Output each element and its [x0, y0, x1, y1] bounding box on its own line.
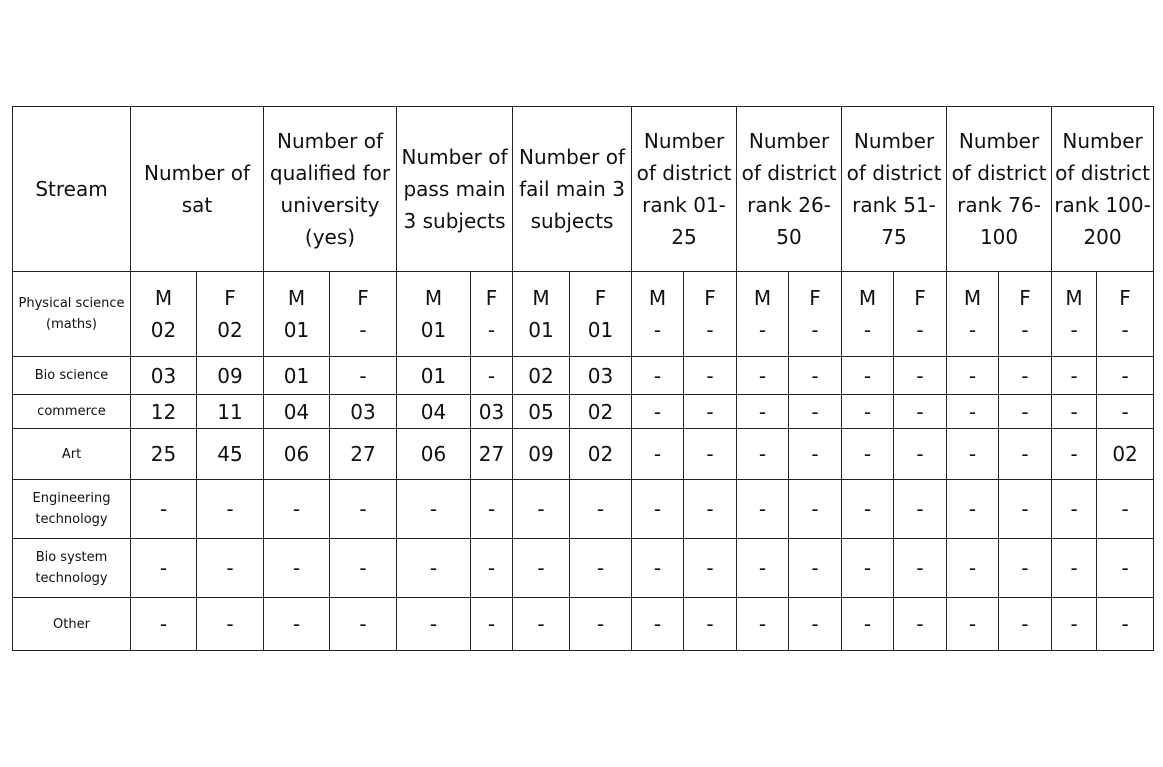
header-rank-51-75: Number of district rank 51-75 [842, 107, 947, 272]
data-cell: - [513, 480, 570, 539]
data-cell: - [947, 429, 999, 480]
data-cell: M - [947, 272, 999, 357]
data-cell: F 01 [570, 272, 632, 357]
stream-cell: Bio science [13, 357, 131, 395]
data-cell: - [999, 598, 1052, 651]
data-cell: - [471, 539, 513, 598]
data-cell: - [737, 480, 789, 539]
data-cell: M - [632, 272, 684, 357]
header-fail: Number of fail main 3 subjects [513, 107, 632, 272]
data-cell: - [842, 480, 894, 539]
data-cell: 05 [513, 395, 570, 429]
data-cell: - [737, 598, 789, 651]
header-qualified: Number of qualified for university (yes) [264, 107, 397, 272]
data-cell: 09 [513, 429, 570, 480]
data-cell: - [632, 395, 684, 429]
data-cell: F - [999, 272, 1052, 357]
data-cell: F 02 [197, 272, 264, 357]
data-cell: M - [842, 272, 894, 357]
data-cell: - [999, 539, 1052, 598]
data-cell: - [471, 357, 513, 395]
data-cell: - [1097, 480, 1154, 539]
results-table [12, 106, 1154, 651]
data-cell: - [1052, 480, 1097, 539]
data-cell: - [471, 480, 513, 539]
stream-cell: Art [13, 429, 131, 480]
data-cell: - [999, 429, 1052, 480]
data-cell: - [947, 395, 999, 429]
data-cell: - [131, 539, 197, 598]
data-cell: - [684, 429, 737, 480]
header-rank-01-25: Number of district rank 01-25 [632, 107, 737, 272]
data-cell: - [632, 357, 684, 395]
data-cell: - [632, 539, 684, 598]
data-cell: - [632, 480, 684, 539]
data-cell: 03 [131, 357, 197, 395]
data-cell: - [737, 357, 789, 395]
data-cell: - [947, 539, 999, 598]
table-row [13, 480, 1154, 539]
data-cell: - [684, 480, 737, 539]
data-cell: - [894, 429, 947, 480]
data-cell: 04 [397, 395, 471, 429]
data-cell: 02 [513, 357, 570, 395]
data-cell: F - [894, 272, 947, 357]
data-cell: F - [1097, 272, 1154, 357]
data-cell: - [264, 480, 330, 539]
data-cell: - [684, 395, 737, 429]
stream-cell: Other [13, 598, 131, 651]
data-cell: - [397, 539, 471, 598]
data-cell: - [684, 539, 737, 598]
data-cell: 01 [397, 357, 471, 395]
data-cell: 02 [570, 429, 632, 480]
table-row [13, 429, 1154, 480]
data-cell: - [999, 480, 1052, 539]
data-cell: - [330, 598, 397, 651]
data-cell: - [1052, 539, 1097, 598]
data-cell: 02 [1097, 429, 1154, 480]
data-cell: - [264, 598, 330, 651]
data-cell: - [471, 598, 513, 651]
data-cell: - [842, 429, 894, 480]
data-cell: - [894, 598, 947, 651]
header-sat: Number of sat [131, 107, 264, 272]
data-cell: - [513, 539, 570, 598]
data-cell: - [513, 598, 570, 651]
data-cell: 06 [397, 429, 471, 480]
data-cell: - [1097, 598, 1154, 651]
data-cell: - [789, 357, 842, 395]
data-cell: - [330, 357, 397, 395]
data-cell: - [131, 480, 197, 539]
data-cell: 04 [264, 395, 330, 429]
stream-cell: commerce [13, 395, 131, 429]
data-cell: 02 [570, 395, 632, 429]
data-cell: - [1052, 429, 1097, 480]
table-row [13, 539, 1154, 598]
table-row [13, 598, 1154, 651]
data-cell: - [894, 357, 947, 395]
data-cell: - [999, 357, 1052, 395]
data-cell: - [570, 598, 632, 651]
data-cell: - [842, 598, 894, 651]
data-cell: M - [737, 272, 789, 357]
data-cell: - [264, 539, 330, 598]
data-cell: - [894, 395, 947, 429]
data-cell: - [1052, 357, 1097, 395]
data-cell: 11 [197, 395, 264, 429]
data-cell: 09 [197, 357, 264, 395]
data-cell: 12 [131, 395, 197, 429]
header-rank-26-50: Number of district rank 26-50 [737, 107, 842, 272]
data-cell: - [1052, 395, 1097, 429]
data-cell: - [197, 598, 264, 651]
data-cell: - [632, 598, 684, 651]
data-cell: - [1052, 598, 1097, 651]
data-cell: 03 [570, 357, 632, 395]
data-cell: F - [471, 272, 513, 357]
data-cell: - [842, 357, 894, 395]
data-cell: M 02 [131, 272, 197, 357]
data-cell: F - [684, 272, 737, 357]
data-cell: F - [789, 272, 842, 357]
data-cell: - [1097, 357, 1154, 395]
data-cell: - [737, 429, 789, 480]
data-cell: 06 [264, 429, 330, 480]
data-cell: 01 [264, 357, 330, 395]
data-cell: - [842, 539, 894, 598]
data-cell: - [894, 539, 947, 598]
data-cell: - [894, 480, 947, 539]
data-cell: - [1097, 395, 1154, 429]
stream-cell: Engineering technology [13, 480, 131, 539]
data-cell: F - [330, 272, 397, 357]
table-row [13, 357, 1154, 395]
data-cell: - [789, 429, 842, 480]
data-cell: - [737, 395, 789, 429]
data-cell: - [737, 539, 789, 598]
data-cell: 27 [471, 429, 513, 480]
table-row [13, 395, 1154, 429]
data-cell: - [397, 480, 471, 539]
data-cell: - [789, 598, 842, 651]
data-cell: 27 [330, 429, 397, 480]
data-cell: - [789, 395, 842, 429]
data-cell: M 01 [264, 272, 330, 357]
data-cell: 03 [471, 395, 513, 429]
data-cell: M 01 [397, 272, 471, 357]
data-cell: - [684, 598, 737, 651]
data-cell: - [397, 598, 471, 651]
data-cell: 45 [197, 429, 264, 480]
header-row [13, 107, 1154, 272]
data-cell: - [1097, 539, 1154, 598]
data-cell: - [330, 539, 397, 598]
data-cell: 25 [131, 429, 197, 480]
data-cell: - [947, 357, 999, 395]
data-cell: - [570, 539, 632, 598]
header-pass: Number of pass main 3 subjects [397, 107, 513, 272]
data-cell: - [197, 539, 264, 598]
data-cell: - [999, 395, 1052, 429]
data-cell: - [330, 480, 397, 539]
header-rank-100-200: Number of district rank 100-200 [1052, 107, 1154, 272]
data-cell: - [131, 598, 197, 651]
data-cell: - [789, 480, 842, 539]
stream-cell: Physical science (maths) [13, 272, 131, 357]
data-cell: - [842, 395, 894, 429]
header-rank-76-100: Number of district rank 76-100 [947, 107, 1052, 272]
header-stream: Stream [13, 107, 131, 272]
data-cell: M 01 [513, 272, 570, 357]
data-cell: - [570, 480, 632, 539]
table-row [13, 272, 1154, 357]
data-cell: - [632, 429, 684, 480]
stream-cell: Bio system technology [13, 539, 131, 598]
data-cell: - [947, 480, 999, 539]
data-cell: - [197, 480, 264, 539]
data-cell: M - [1052, 272, 1097, 357]
data-cell: - [789, 539, 842, 598]
data-cell: 03 [330, 395, 397, 429]
data-cell: - [684, 357, 737, 395]
data-cell: - [947, 598, 999, 651]
